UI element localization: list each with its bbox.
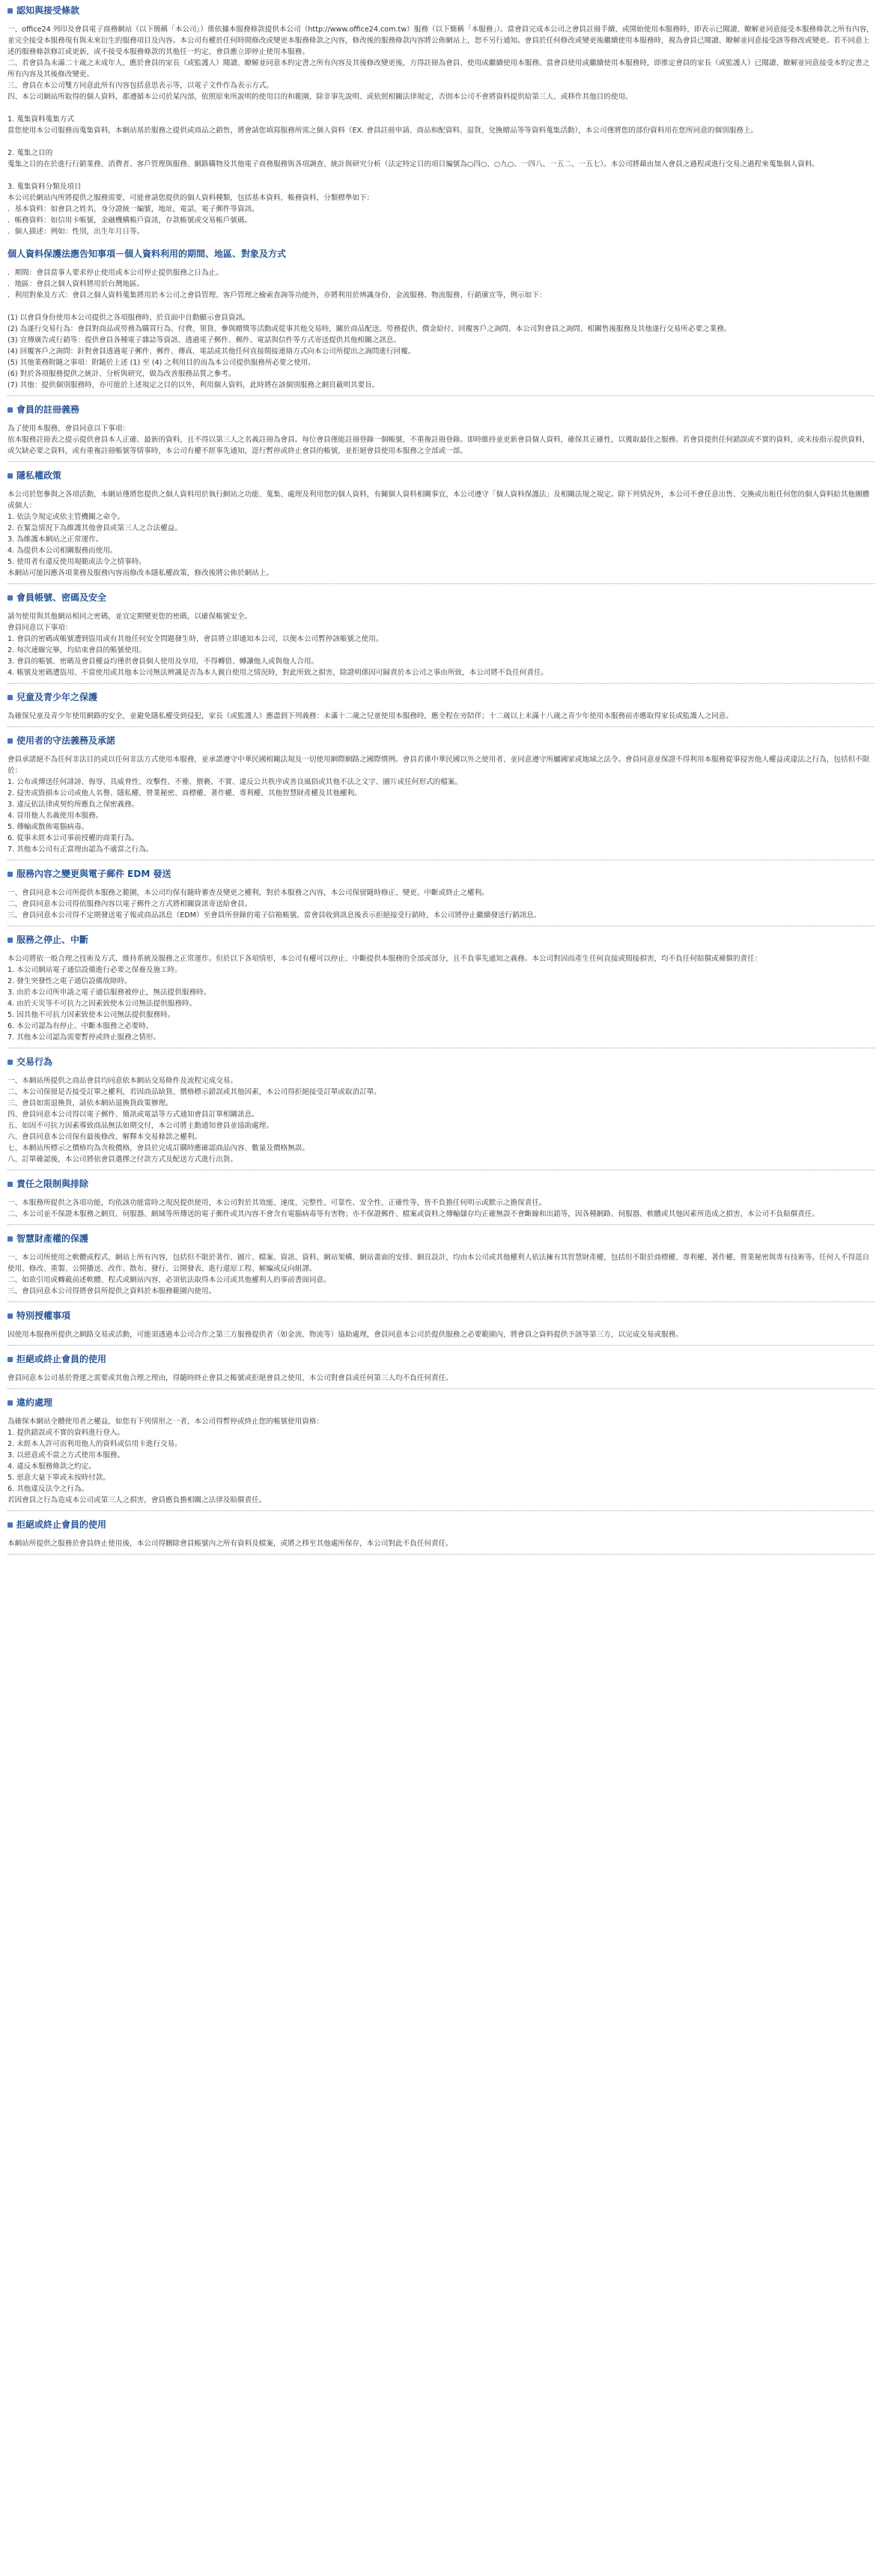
block-heading: 1. 蒐集資料蒐集方式	[7, 115, 74, 124]
paragraph: 3. 以惡意或不當之方式使用本服務。	[7, 1451, 125, 1459]
paragraph: 5. 傳輸或散佈電腦病毒。	[7, 823, 89, 831]
section-divider	[7, 1301, 875, 1302]
section-divider	[7, 683, 875, 684]
paragraph: 為了使用本服務，會員同意以下事項：	[7, 425, 130, 433]
paragraph: 八、訂單確認後，本公司將依會員選擇之付款方式及配送方式進行出貨。	[7, 1155, 237, 1164]
section-divider	[7, 1345, 875, 1346]
terms-section	[7, 691, 875, 727]
terms-section	[7, 1056, 875, 1170]
section-title: 兒童及青少年之保護	[16, 692, 98, 702]
section-bullet-icon	[7, 595, 13, 601]
section-body	[7, 1075, 875, 1165]
section-title: 會員的註冊義務	[16, 404, 80, 415]
paragraph: 一、本網站所提供之商品會員均同意依本網站交易條件及流程完成交易。	[7, 1077, 237, 1085]
terms-section	[7, 592, 875, 684]
section-title: 特別授權事項	[16, 1310, 71, 1321]
section-body	[7, 887, 875, 921]
section-header	[7, 404, 875, 416]
paragraph: 三、會員同意本公司得將會員所提供之資料於本服務範圍內使用。	[7, 1287, 216, 1295]
paragraph: 5. 因其他不可抗力因素致使本公司無法提供服務時。	[7, 1011, 175, 1019]
paragraph: 6. 其他違反法令之行為。	[7, 1485, 89, 1493]
section-body	[7, 711, 875, 722]
terms-section	[7, 1233, 875, 1302]
section-header	[7, 1056, 875, 1068]
paragraph: 2. 在緊急情況下為維護其他會員或第三人之合法權益。	[7, 524, 182, 532]
section-header	[7, 592, 875, 604]
subsection-line: ．地區：會員之個人資料將用於台灣地區。	[7, 280, 145, 288]
paragraph: 若因會員之行為造成本公司或第三人之損害，會員應負擔相關之法律及賠償責任。	[7, 1496, 267, 1504]
section-body	[7, 489, 875, 579]
paragraph-gap	[7, 170, 875, 181]
section-divider	[7, 1224, 875, 1225]
section-header	[7, 1519, 875, 1531]
paragraph: 4. 由於天災等不可抗力之因素致使本公司無法提供服務時。	[7, 1000, 197, 1008]
subsection-item: (1) 以會員身份使用本公司提供之各項服務時，於頁面中自動顯示會員資訊。	[7, 314, 250, 322]
paragraph: 本網站可能因應各項業務及服務內容而修改本隱私權政策，修改後將公佈於網站上。	[7, 569, 273, 577]
block-heading: 2. 蒐集之目的	[7, 149, 53, 157]
paragraph-gap	[7, 301, 875, 312]
section-bullet-icon	[7, 8, 13, 13]
section-bullet-icon	[7, 1060, 13, 1065]
section-body	[7, 611, 875, 678]
section-body	[7, 24, 875, 391]
section-title: 會員帳號、密碼及安全	[16, 592, 107, 603]
section-title: 使用者的守法義務及承諾	[16, 735, 116, 746]
terms-section	[7, 1397, 875, 1511]
paragraph: 1. 提供錯誤或不實的資料進行登入。	[7, 1429, 125, 1437]
terms-section	[7, 735, 875, 860]
subsection-item: (7) 其他：提供個別服務時，亦可能於上述規定之目的以外，利用個人資料，此時將在該個別服務之網頁載明其要旨。	[7, 381, 380, 389]
section-title: 認知與接受條款	[16, 5, 80, 16]
paragraph: 二、本公司並不保證本服務之網頁、伺服器、網域等所傳送的電子郵件或其內容不會含有電腦病毒等有害物；亦不保證郵件、檔案或資料之傳輸儲存均正確無誤不會斷線和出錯等，因各種網路、伺服器、軟體或其他因素所造成之損害，本公司不負賠償責任。	[7, 1210, 820, 1218]
paragraph: 三、會員在本公司雙方同意此所有內容包括意思表示等，以電子文件作為表示方式。	[7, 82, 273, 90]
paragraph: 2. 每次連線完畢，均結束會員的帳號使用。	[7, 646, 146, 654]
section-title: 服務內容之變更與電子郵件 EDM 發送	[16, 869, 171, 879]
section-title: 隱私權政策	[16, 470, 62, 481]
paragraph: 本公司於您參與之各項活動，本網站僅將您提供之個人資料用於執行網站之功能、蒐集、處理及利用您的個人資料，有關個人資料相關事宜，本公司遵守「個人資料保護法」及相關法規之規定。除下列情況外，本公司不會任意出售、交換或出租任何您的個人資料給其他團體或個人：	[7, 490, 870, 510]
section-header	[7, 1178, 875, 1190]
section-divider	[7, 1388, 875, 1389]
paragraph: 一、本公司所使用之軟體或程式、網站上所有內容，包括但不限於著作、圖片、檔案、資訊、資料、網站架構、網站畫面的安排、網頁設計，均由本公司或其他權利人依法擁有其智慧財產權，包括但不限於商標權、專利權、著作權、營業秘密與專有技術等。任何人不得逕自使用、修改、重製、公開播送、改作、散布、發行、公開發表、進行還原工程、解編或反向組譯。	[7, 1254, 870, 1273]
section-divider	[7, 461, 875, 462]
section-bullet-icon	[7, 872, 13, 877]
section-title: 智慧財產權的保護	[16, 1233, 89, 1244]
section-header	[7, 470, 875, 482]
paragraph: 會員同意以下事項：	[7, 624, 73, 632]
section-bullet-icon	[7, 1522, 13, 1528]
paragraph: 1. 公布或傳送任何誹謗、侮辱、具威脅性、攻擊性、不雅、猥褻、不實、違反公共秩序或善良風俗或其他不法之文字、圖片或任何形式的檔案。	[7, 778, 463, 786]
section-body	[7, 1416, 875, 1506]
terms-section	[7, 4, 875, 396]
terms-section	[7, 934, 875, 1048]
section-body	[7, 953, 875, 1043]
section-bullet-icon	[7, 1400, 13, 1406]
paragraph: 3. 由於本公司所申請之電子通信服務被停止，無法提供服務時。	[7, 988, 211, 997]
paragraph: 二、若會員為未滿二十歲之未成年人，應於會員的家長（或監護人）閱讀、瞭解並同意本約定書之所有內容及其後修改變更後，方得註冊為會員、使用或繼續使用本服務。當會員使用或繼續使用本服務時，即推定會員的家長（或監護人）已閱讀、瞭解並同意接受本約定書之所有內容及其後修改變更。	[7, 59, 870, 79]
section-title: 拒絕或終止會員的使用	[16, 1519, 107, 1530]
section-body	[7, 1329, 875, 1340]
subsection-item: (4) 回覆客戶之詢問：針對會員透過電子郵件、郵件、傳真、電話或其他任何直接間接連絡方式向本公司所提出之詢問進行回覆。	[7, 347, 416, 356]
section-divider	[7, 1554, 875, 1555]
section-body	[7, 423, 875, 457]
section-body	[7, 1197, 875, 1220]
paragraph: 4. 帳號及密碼遭盜用、不當使用或其他本公司無法辨識是否為本人親自使用之情況時，對此所致之損害，除證明係因可歸責於本公司之事由所致，本公司將不負任何責任。	[7, 669, 549, 677]
section-header	[7, 4, 875, 16]
paragraph: 三、會員如需退換貨，請依本網站退換貨政策辦理。	[7, 1099, 173, 1108]
paragraph: 會員同意本公司基於營運之需要或其他合理之理由，得隨時終止會員之帳號或拒絕會員之使用，本公司對會員或任何第三人均不負任何責任。	[7, 1374, 453, 1382]
section-bullet-icon	[7, 1313, 13, 1319]
terms-section	[7, 1519, 875, 1555]
paragraph: 3. 會員的帳號、密碼及會員權益均僅供會員個人使用及享用，不得轉借、轉讓他人或與他人合用。	[7, 657, 319, 666]
subsection-line: ．期間：會員當事人要求停止使用或本公司停止提供服務之日為止。	[7, 269, 223, 277]
paragraph-gap	[7, 103, 875, 114]
section-body	[7, 1373, 875, 1384]
section-header	[7, 735, 875, 747]
section-body	[7, 1538, 875, 1549]
paragraph: 為確保本網站全體使用者之權益，如您有下列情形之一者，本公司得暫停或終止您的帳號使用資格：	[7, 1418, 324, 1426]
section-title: 違約處理	[16, 1397, 53, 1408]
section-header	[7, 868, 875, 880]
section-bullet-icon	[7, 938, 13, 943]
paragraph: 1. 會員的密碼或帳號遭到盜用或有其他任何安全問題發生時，會員將立即通知本公司，以便本公司暫停該帳號之使用。	[7, 635, 383, 643]
paragraph: 因使用本服務所提供之網路交易或活動，可能須透過本公司合作之第三方服務提供者（如金流、物流等）協助處理，會員同意本公司於提供服務之必要範圍內，將會員之資料提供予該等第三方，以完成交易或服務。	[7, 1331, 683, 1339]
paragraph: 本網站所提供之服務於會員終止使用後，本公司得刪除會員帳號內之所有資料及檔案，或將之移至其他處所保存，本公司對此不負任何責任。	[7, 1540, 453, 1548]
terms-section	[7, 1178, 875, 1225]
block-text: 蒐集之目的在於進行行銷業務、消費者、客戶管理與服務、網路購物及其他電子商務服務與各項調查、統計與研究分析（法定特定目的項目編號為○四○、○九○、一四八、一五二、一五七）。本公司將藉由加入會員之過程或進行交易之過程來蒐集個人資料。	[7, 160, 819, 168]
terms-section	[7, 868, 875, 926]
section-body	[7, 754, 875, 855]
section-bullet-icon	[7, 1236, 13, 1242]
paragraph: 依本服務註冊表之提示提供會員本人正確、最新的資料，且不得以第三人之名義註冊為會員。每位會員僅能註冊登錄一個帳號，不重複註冊登錄。即時維持並更新會員個人資料，確保其正確性，以獲取最佳之服務。若會員提供任何錯誤或不實的資料，或未按指示提供資料，或欠缺必要之資料，或有重複註冊帳號等情事時，本公司有權不經事先通知，逕行暫停或終止會員的帳號，並拒絕會員使用本服務之全部或一部。	[7, 436, 870, 455]
section-divider	[7, 1510, 875, 1511]
paragraph: 二、如欲引用或轉載前述軟體、程式或網站內容，必須依法取得本公司或其他權利人的事前書面同意。	[7, 1276, 331, 1284]
paragraph: 本公司將依一般合理之技術及方式，維持系統及服務之正常運作。但於以下各項情形，本公司有權可以停止、中斷提供本服務的全部或部分，且不負事先通知之義務。本公司對因而產生任何直接或間接損害，均不負任何賠償或補償的責任：	[7, 955, 762, 963]
section-bullet-icon	[7, 407, 13, 413]
paragraph: 2. 發生突發性之電子通信設備故障時。	[7, 977, 132, 985]
paragraph: 請勿使用與其他網站相同之密碼，並宜定期變更您的密碼，以確保帳號安全。	[7, 613, 252, 621]
paragraph: 7. 其他本公司有正當理由認為不適當之行為。	[7, 845, 153, 854]
section-title: 責任之限制與排除	[16, 1179, 89, 1189]
paragraph: 一、會員同意本公司所提供本服務之範圍，本公司均保有隨時審查及變更之權利，對於本服務之內容，本公司保留隨時修正、變更、中斷或終止之權利。	[7, 889, 489, 897]
paragraph: 二、會員同意本公司得依服務內容以電子郵件之方式將相關資訊寄送給會員。	[7, 900, 252, 908]
section-title: 拒絕或終止會員的使用	[16, 1354, 107, 1364]
paragraph: 五、如因不可抗力因素導致商品無法如期交付，本公司將主動通知會員並協助處理。	[7, 1122, 273, 1130]
paragraph: 四、本公司網站所取得的個人資料，都遵循本公司於某內部，依照原來所說明的使用目的和範圍，除非事先說明、或依照相關法律規定，否則本公司不會將資料提供給第三人、或移作其他目的使用。	[7, 93, 633, 101]
paragraph: 5. 惡意大量下單或未按時付款。	[7, 1474, 110, 1482]
subsection-title: 個人資料保護法應告知事項－個人資料利用的期間、地區、對象及方式	[7, 249, 287, 259]
section-header	[7, 691, 875, 703]
subsection-item: (3) 宣傳廣告或行銷等：提供會員各種電子雜誌等資訊、透過電子郵件、郵件、電話與信件等方式寄送提供其他相關之訊息。	[7, 336, 401, 344]
paragraph: 四、會員同意本公司得以電子郵件、簡訊或電話等方式通知會員訂單相關訊息。	[7, 1111, 259, 1119]
paragraph: 三、會員同意本公司得不定期發送電子報或商品訊息（EDM）至會員所登錄的電子信箱帳號。當會員收到訊息後表示拒絕接受行銷時，本公司將停止繼續發送行銷訊息。	[7, 911, 541, 920]
subsection-item: (6) 對於各項服務提供之統計、分析與研究，做為改善服務品質之參考。	[7, 370, 236, 378]
paragraph: 1. 本公司網站電子通信設備進行必要之保養及施工時。	[7, 966, 182, 974]
paragraph: 7. 其他本公司認為需要暫停或終止服務之情形。	[7, 1033, 161, 1042]
paragraph: 2. 未經本人許可而利用他人的資料或信用卡進行交易。	[7, 1440, 182, 1448]
paragraph: 6. 從事未經本公司事前授權的商業行為。	[7, 834, 139, 842]
section-divider	[7, 726, 875, 727]
paragraph-gap	[7, 136, 875, 148]
subsection-item: (2) 為遂行交易行為：會員對商品或勞務為購買行為、付費、領貨、參與贈獎等活動或從事其他交易時，關於商品配送、勞務提供、價金給付、回覆客戶之詢問、本公司對會員之詢問、相關售後服務及其他遂行交易所必要之業務。	[7, 325, 732, 333]
paragraph: 會員承諾絕不為任何非法目的或以任何非法方式使用本服務，並承諾遵守中華民國相關法規及一切使用網際網路之國際慣例。會員若係中華民國以外之使用者，並同意遵守所屬國家或地域之法令。會員同意並保證不得利用本服務從事侵害他人權益或違法之行為，包括但不限於：	[7, 756, 870, 775]
paragraph: 一、office24 列印及會員電子商務網站（以下簡稱「本公司」）係依據本服務條款提供本公司（http://www.office24.com.tw）服務（以下簡稱「本服務」）。當會員完成本公司之會員註冊手續、或開始使用本服務時，即表示已閱讀、瞭解並同意接受本服務條款之所有內容，並完全接受本服務現有與未來衍生的服務項目及內容。本公司有權於任何時間修改或變更本服務條款之內容，修改後的服務條款內容將公佈網站上，恕不另行通知。會員於任何修改或變更後繼續使用本服務時，視為會員已閱讀、瞭解並同意接受該等修改或變更。若不同意上述的服務條款修訂或更新，或不接受本服務條款的其他任一約定，會員應立即停止使用本服務。	[7, 25, 874, 56]
section-body	[7, 1252, 875, 1297]
terms-section	[7, 404, 875, 462]
section-bullet-icon	[7, 473, 13, 479]
section-title: 服務之停止、中斷	[16, 935, 89, 945]
terms-section	[7, 470, 875, 584]
section-divider	[7, 395, 875, 396]
section-divider	[7, 583, 875, 584]
paragraph: 6. 本公司認為有停止、中斷本服務之必要時。	[7, 1022, 153, 1030]
paragraph: 七、本網站所標示之價格均為含稅價格，會員於完成訂購時應確認商品內容、數量及價格無誤。	[7, 1144, 309, 1152]
section-bullet-icon	[7, 1182, 13, 1187]
paragraph: 3. 違反依法律或契約所應負之保密義務。	[7, 801, 139, 809]
block-text: 本公司於網站內所將提供之服務需要，可能會請您提供的個人資料種類，包括基本資料，帳務資料，分類標準如下： ．基本資料：如會員之姓名，身分證統一編號，地址，電話，電子郵件等資訊。 ．帳務資料：如信用卡帳號，金融機構帳戶資訊，存款帳號或交易帳戶號碼。 ．個人描述：例如：性別，出生年月日等。	[7, 194, 374, 236]
section-header	[7, 934, 875, 946]
paragraph: 二、本公司保留是否接受訂單之權利，若因商品缺貨、價格標示錯誤或其他因素，本公司得拒絕接受訂單或取消訂單。	[7, 1088, 381, 1096]
section-bullet-icon	[7, 1357, 13, 1362]
section-header	[7, 1397, 875, 1409]
section-header	[7, 1233, 875, 1245]
paragraph: 六、會員同意本公司保有最後修改、解釋本交易條款之權利。	[7, 1133, 202, 1141]
section-header	[7, 1353, 875, 1365]
paragraph: 5. 使用者有違反使用規範或法令之情事時。	[7, 558, 146, 566]
subsection-item: (5) 其他業務附隨之事項：附隨於上述 (1) 至 (4) 之利用目的而為本公司提供服務所必要之使用。	[7, 359, 315, 367]
paragraph: 3. 為維護本網站之正常運作。	[7, 535, 103, 544]
paragraph: 1. 依法令規定或依主管機關之命令。	[7, 513, 125, 521]
block-heading: 3. 蒐集資料分類及項目	[7, 183, 82, 191]
section-title: 交易行為	[16, 1057, 53, 1067]
subsection-line: ．利用對象及方式：會員之個人資料蒐集將用於本公司之會員管理、客戶管理之檢索查詢等功能外，亦將利用於辨識身份、金流服務、物流服務、行銷廣宣等，例示如下：	[7, 291, 547, 300]
section-bullet-icon	[7, 695, 13, 700]
block-text: 當您使用本公司服務而蒐集資料，本網站基於服務之提供或商品之銷售，將會請您填寫服務所需之個人資料（EX. 會員註冊申請、商品和配資料、退貨、兌換贈品等等資料蒐集活動），本公司僅將您的部份資料用在您所同意的個別服務上。	[7, 127, 758, 135]
paragraph: 4. 為提供本公司相關服務而使用。	[7, 547, 118, 555]
paragraph: 4. 冒用他人名義使用本服務。	[7, 812, 103, 820]
paragraph: 為確保兒童及青少年使用網路的安全，並避免隱私權受到侵犯，家長（或監護人）應盡到下列義務：未滿十二歲之兒童使用本服務時，應全程在旁陪伴；十二歲以上未滿十八歲之青少年使用本服務前亦應取得家長或監護人之同意。	[7, 712, 733, 720]
paragraph: 一、本服務所提供之各項功能，均依該功能當時之現況提供使用，本公司對於其效能、速度、完整性、可靠性、安全性、正確性等，皆不負擔任何明示或默示之擔保責任。	[7, 1199, 547, 1207]
section-header	[7, 1310, 875, 1322]
section-bullet-icon	[7, 738, 13, 744]
terms-section	[7, 1353, 875, 1389]
paragraph: 2. 侵害或毀損本公司或他人名譽、隱私權、營業秘密、商標權、著作權、專利權、其他智慧財產權及其他權利。	[7, 789, 362, 798]
paragraph: 4. 違反本服務條款之約定。	[7, 1462, 96, 1471]
terms-section	[7, 1310, 875, 1346]
